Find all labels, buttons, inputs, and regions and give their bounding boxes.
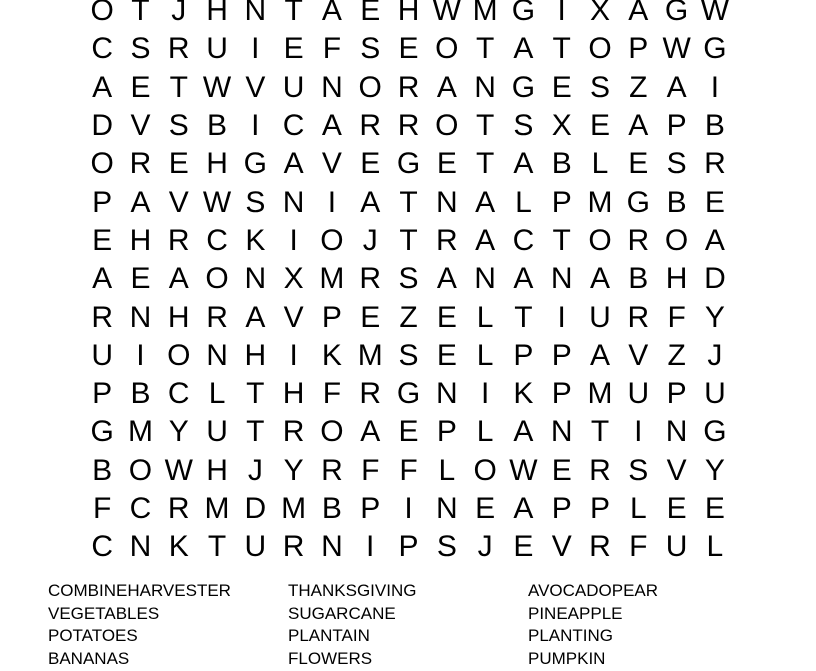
grid-letter-r8c9: S [398,262,419,296]
grid-letter-r11c11: I [480,377,490,411]
grid-letter-r3c13: E [551,70,572,104]
grid-letter-r14c2: C [129,492,152,525]
grid-letter-r3c9: R [397,70,420,104]
grid-letter-r9c9: Z [399,300,418,334]
grid-letter-r11c6: H [282,377,305,411]
grid-letter-r11c7: F [322,377,342,411]
grid-letter-r3c11: N [474,70,496,104]
grid-letter-r13c7: R [321,453,343,487]
word-list-column-1 [48,580,231,671]
grid-letter-r8c4: O [205,262,229,296]
grid-letter-r5c9: G [396,147,421,181]
grid-letter-r9c5: A [245,300,266,334]
grid-letter-r9c6: V [283,300,304,334]
grid-letter-r1c4: H [206,0,228,28]
grid-letter-r5c12: A [513,147,534,181]
grid-letter-r5c4: H [206,147,228,181]
word-list-column-3 [528,580,658,671]
grid-letter-r8c5: N [244,262,267,296]
grid-letter-r1c7: A [321,0,342,28]
grid-letter-r8c12: A [513,262,534,296]
grid-letter-r12c17: G [703,415,727,449]
grid-letter-r5c8: E [360,147,381,181]
grid-letter-r10c11: L [476,338,494,372]
grid-letter-r8c16: H [665,262,688,296]
grid-letter-r2c15: P [628,32,649,66]
grid-letter-r2c4: U [206,32,228,66]
grid-letter-r6c13: P [551,185,572,219]
grid-letter-r8c6: X [283,262,304,296]
grid-letter-r13c17: Y [704,453,725,487]
grid-letter-r6c16: B [666,185,687,219]
grid-letter-r6c12: L [515,185,532,219]
grid-letter-r15c9: P [398,530,419,564]
grid-letter-r5c1: O [90,147,114,181]
grid-letter-r10c13: P [551,338,572,372]
grid-letter-r13c4: H [206,453,228,487]
grid-letter-r4c12: S [513,109,534,143]
word-list-item: PLANTAIN [288,626,370,646]
grid-letter-r12c9: E [398,415,419,449]
grid-letter-r7c8: J [362,223,378,257]
grid-letter-r9c4: R [206,300,228,334]
grid-letter-r10c15: V [628,338,649,372]
grid-letter-r4c11: T [475,109,495,143]
grid-letter-r5c11: T [475,147,495,181]
grid-letter-r5c7: V [321,147,342,181]
word-list-item: AVOCADOPEAR [528,581,659,600]
grid-letter-r11c2: B [130,377,151,411]
grid-letter-r3c17: I [710,70,720,104]
grid-letter-r11c5: T [246,377,265,411]
grid-letter-r5c2: R [129,147,152,181]
grid-letter-r1c17: W [700,0,730,28]
grid-letter-r5c13: B [551,147,572,181]
grid-letter-r2c2: S [130,32,151,66]
grid-letter-r9c14: U [589,300,611,334]
grid-letter-r1c3: J [171,0,187,28]
grid-letter-r13c3: W [164,453,193,487]
grid-letter-r14c7: B [321,492,342,525]
grid-letter-r13c13: E [551,453,572,487]
grid-letter-r6c5: S [245,185,266,219]
grid-letter-r3c16: A [666,70,687,104]
grid-letter-r14c1: F [92,492,112,525]
grid-letter-r15c7: N [321,530,343,564]
word-list-column-2 [288,580,416,671]
grid-letter-r8c17: D [704,262,726,296]
grid-letter-r15c17: L [706,530,724,564]
grid-letter-r12c13: N [550,415,573,449]
grid-letter-r6c3: V [168,185,189,219]
grid-letter-r6c4: W [202,185,232,219]
grid-letter-r5c16: S [666,147,687,181]
word-list-item: PINEAPPLE [528,603,623,623]
grid-letter-r15c10: S [436,530,457,564]
word-list-item: COMBINEHARVESTER [48,581,231,600]
grid-letter-r9c17: Y [704,300,725,334]
grid-letter-r15c5: U [244,530,267,564]
word-search-grid [83,0,734,566]
grid-letter-r6c11: A [475,185,496,219]
grid-letter-r7c16: O [664,223,689,257]
grid-letter-r12c7: O [320,415,344,449]
grid-letter-r10c9: S [398,338,419,372]
grid-letter-r9c1: R [91,300,113,334]
grid-letter-r10c16: Z [667,338,686,372]
grid-letter-r15c8: I [366,530,375,564]
grid-letter-r10c5: H [244,338,267,372]
grid-letter-r6c2: A [130,185,151,219]
grid-letter-r9c11: L [476,300,494,334]
grid-letter-r7c15: R [627,223,650,257]
grid-letter-r2c14: O [588,32,612,66]
grid-letter-r2c13: T [552,32,571,66]
grid-letter-r1c13: I [557,0,566,28]
grid-letter-r13c2: O [128,453,153,487]
grid-letter-r11c16: P [666,377,687,411]
grid-letter-r14c10: N [435,492,458,525]
grid-letter-r10c3: O [167,338,191,372]
grid-letter-r2c10: O [435,32,459,66]
grid-letter-r10c1: U [91,338,113,372]
grid-letter-r4c13: X [551,109,572,143]
grid-letter-r9c12: T [514,300,533,334]
grid-letter-r14c15: L [629,492,647,525]
grid-letter-r9c10: E [436,300,457,334]
grid-letter-r13c15: S [628,453,649,487]
grid-letter-r8c14: A [590,262,611,296]
grid-letter-r14c13: P [551,492,572,525]
grid-letter-r7c1: E [92,223,113,257]
grid-letter-r7c14: O [588,223,612,257]
grid-letter-r2c17: G [703,32,727,66]
grid-letter-r15c15: F [629,530,648,564]
grid-letter-r2c9: E [398,32,419,66]
grid-letter-r1c14: X [590,0,611,28]
grid-letter-r11c4: L [208,377,226,411]
grid-letter-r15c3: K [168,530,189,564]
grid-letter-r8c7: M [319,262,345,296]
grid-letter-r6c10: N [435,185,458,219]
grid-letter-r1c6: T [284,0,303,28]
grid-letter-r9c8: E [360,300,381,334]
grid-letter-r15c6: R [282,530,305,564]
word-list-item: PUMPKIN [528,649,606,669]
grid-letter-r7c9: T [399,223,418,257]
grid-letter-r7c2: H [129,223,152,257]
grid-letter-r8c13: N [550,262,573,296]
grid-letter-r8c1: A [92,262,113,296]
grid-letter-r11c1: P [92,377,113,411]
grid-letter-r8c8: R [359,262,382,296]
grid-letter-r5c5: G [243,147,267,181]
grid-letter-r5c17: R [704,147,726,181]
word-list-item: THANKSGIVING [288,581,417,600]
grid-letter-r4c15: A [628,109,649,143]
grid-letter-r2c11: T [475,32,495,66]
grid-letter-r9c13: I [557,300,566,334]
grid-letter-r4c10: O [435,109,459,143]
grid-letter-r2c3: R [167,32,190,66]
grid-letter-r11c17: U [704,377,726,411]
grid-letter-r9c16: F [667,300,686,334]
grid-letter-r14c14: P [590,492,611,525]
grid-letter-r13c1: B [92,453,113,487]
grid-letter-r8c15: B [628,262,649,296]
grid-letter-r12c8: A [360,415,381,449]
grid-letter-r11c12: K [513,377,534,411]
grid-letter-r2c12: A [513,32,534,66]
grid-letter-r7c11: A [475,223,496,257]
grid-letter-r4c6: C [282,109,305,143]
grid-letter-r8c10: A [436,262,457,296]
grid-letter-r1c16: G [664,0,689,28]
grid-letter-r10c6: I [289,338,298,372]
grid-letter-r7c10: R [435,223,458,257]
grid-letter-r4c9: R [397,109,420,143]
grid-letter-r10c2: I [136,338,145,372]
grid-letter-r12c5: T [246,415,265,449]
grid-letter-r13c12: W [509,453,538,487]
grid-letter-r2c8: S [360,32,381,66]
grid-letter-r7c6: I [289,223,298,257]
grid-letter-r14c12: A [513,492,534,525]
grid-letter-r3c7: N [321,70,343,104]
grid-letter-r6c1: P [92,185,113,219]
grid-letter-r7c4: C [206,223,228,257]
grid-letter-r7c13: T [552,223,571,257]
grid-letter-r2c1: C [91,32,113,66]
grid-letter-r13c10: L [438,453,456,487]
grid-letter-r6c17: E [704,185,725,219]
grid-letter-r14c4: M [204,492,230,525]
grid-letter-r2c16: W [662,32,691,66]
word-list-item: BANANAS [48,649,130,669]
grid-letter-r4c17: B [704,109,725,143]
grid-letter-r14c11: E [475,492,496,525]
grid-letter-r6c6: N [282,185,305,219]
word-list-item: SUGARCANE [288,603,396,623]
grid-letter-r11c9: G [396,377,421,411]
grid-letter-r4c2: V [130,109,151,143]
grid-letter-r13c14: R [589,453,611,487]
grid-letter-r14c6: M [281,492,307,525]
grid-letter-r4c14: E [590,109,611,143]
grid-letter-r15c16: U [665,530,688,564]
grid-letter-r7c12: C [512,223,535,257]
grid-letter-r11c15: U [627,377,650,411]
grid-letter-r13c8: F [361,453,380,487]
grid-letter-r11c3: C [167,377,190,411]
grid-letter-r1c1: O [90,0,114,28]
grid-letter-r12c10: P [436,415,457,449]
grid-letter-r3c14: S [590,70,611,104]
grid-letter-r1c11: M [472,0,498,28]
grid-letter-r4c5: I [251,109,260,143]
grid-letter-r9c15: R [627,300,650,334]
grid-letter-r10c8: M [357,338,383,372]
grid-letter-r15c4: T [207,530,227,564]
grid-letter-r10c12: P [513,338,534,372]
grid-letter-r13c9: F [399,453,418,487]
grid-letter-r1c12: G [511,0,536,28]
grid-letter-r12c16: N [665,415,688,449]
grid-letter-r4c7: A [321,109,342,143]
grid-letter-r11c10: N [435,377,458,411]
grid-letter-r3c6: U [282,70,305,104]
grid-letter-r12c3: Y [168,415,189,449]
grid-letter-r8c3: A [168,262,189,296]
word-list-item: PLANTING [528,626,614,646]
word-list-item: FLOWERS [288,649,373,669]
grid-letter-r15c14: R [589,530,611,564]
grid-letter-r4c3: S [168,109,189,143]
grid-letter-r1c5: N [244,0,267,28]
grid-letter-r6c9: T [399,185,418,219]
grid-letter-r12c4: U [206,415,228,449]
grid-letter-r3c8: O [358,70,382,104]
grid-letter-r14c9: I [404,492,413,525]
grid-letter-r2c6: E [283,32,304,66]
grid-letter-r5c14: L [591,147,609,181]
grid-letter-r10c10: E [436,338,457,372]
grid-letter-r5c6: A [283,147,304,181]
grid-letter-r11c8: R [359,377,382,411]
grid-letter-r5c10: E [436,147,457,181]
grid-letter-r1c15: A [628,0,649,28]
grid-letter-r11c14: M [587,377,613,411]
grid-letter-r7c17: A [704,223,725,257]
grid-letter-r9c3: H [167,300,190,334]
grid-letter-r4c4: B [207,109,228,143]
grid-letter-r11c13: P [551,377,572,411]
grid-letter-r15c13: V [551,530,572,564]
grid-letter-r14c3: R [167,492,190,525]
grid-letter-r3c10: A [436,70,457,104]
grid-letter-r12c14: T [590,415,610,449]
grid-letter-r3c12: G [511,70,536,104]
grid-letter-r10c17: J [707,338,723,372]
grid-letter-r6c8: A [360,185,381,219]
grid-letter-r14c16: E [666,492,687,525]
grid-letter-r5c15: E [628,147,649,181]
grid-letter-r5c3: E [168,147,189,181]
grid-letter-r13c5: J [247,453,263,487]
grid-letter-r7c5: K [245,223,266,257]
grid-letter-r9c7: P [321,300,342,334]
grid-letter-r12c1: G [90,415,114,449]
grid-letter-r14c8: P [360,492,381,525]
grid-letter-r1c2: T [131,0,150,28]
grid-letter-r12c2: M [127,415,153,449]
grid-letter-r12c6: R [282,415,305,449]
grid-letter-r2c7: F [322,32,342,66]
grid-letter-r7c7: O [320,223,344,257]
grid-letter-r15c11: J [477,530,493,564]
word-list-item: POTATOES [48,626,138,646]
grid-letter-r10c7: K [321,338,342,372]
grid-letter-r1c8: E [360,0,381,28]
grid-letter-r6c15: G [626,185,650,219]
grid-letter-r3c3: T [169,70,188,104]
word-list-item: VEGETABLES [48,603,160,623]
grid-letter-r7c3: R [167,223,190,257]
grid-letter-r1c10: W [432,0,461,28]
grid-letter-r12c11: L [476,415,494,449]
grid-letter-r4c8: R [359,109,382,143]
grid-letter-r4c1: D [91,109,113,143]
grid-letter-r9c2: N [129,300,152,334]
grid-letter-r3c1: A [92,70,113,104]
grid-letter-r15c12: E [513,530,534,564]
grid-letter-r12c15: I [634,415,643,449]
grid-letter-r6c14: M [587,185,613,219]
grid-letter-r8c11: N [474,262,496,296]
grid-letter-r12c12: A [513,415,534,449]
grid-letter-r14c17: E [704,492,725,525]
grid-letter-r3c5: V [245,70,266,104]
grid-letter-r10c14: A [590,338,611,372]
grid-letter-r1c9: H [397,0,420,28]
grid-letter-r3c4: W [202,70,232,104]
grid-letter-r3c2: E [130,70,151,104]
grid-letter-r3c15: Z [629,70,648,104]
grid-letter-r13c16: V [666,453,687,487]
grid-letter-r13c11: O [473,453,497,487]
grid-letter-r15c2: N [129,530,152,564]
grid-letter-r6c7: I [327,185,337,219]
grid-letter-r2c5: I [251,32,260,66]
grid-letter-r10c4: N [206,338,228,372]
grid-letter-r14c5: D [244,492,267,525]
grid-letter-r8c2: E [130,262,151,296]
grid-letter-r4c16: P [666,109,687,143]
grid-letter-r13c6: Y [283,453,304,487]
grid-letter-r15c1: C [91,530,113,564]
